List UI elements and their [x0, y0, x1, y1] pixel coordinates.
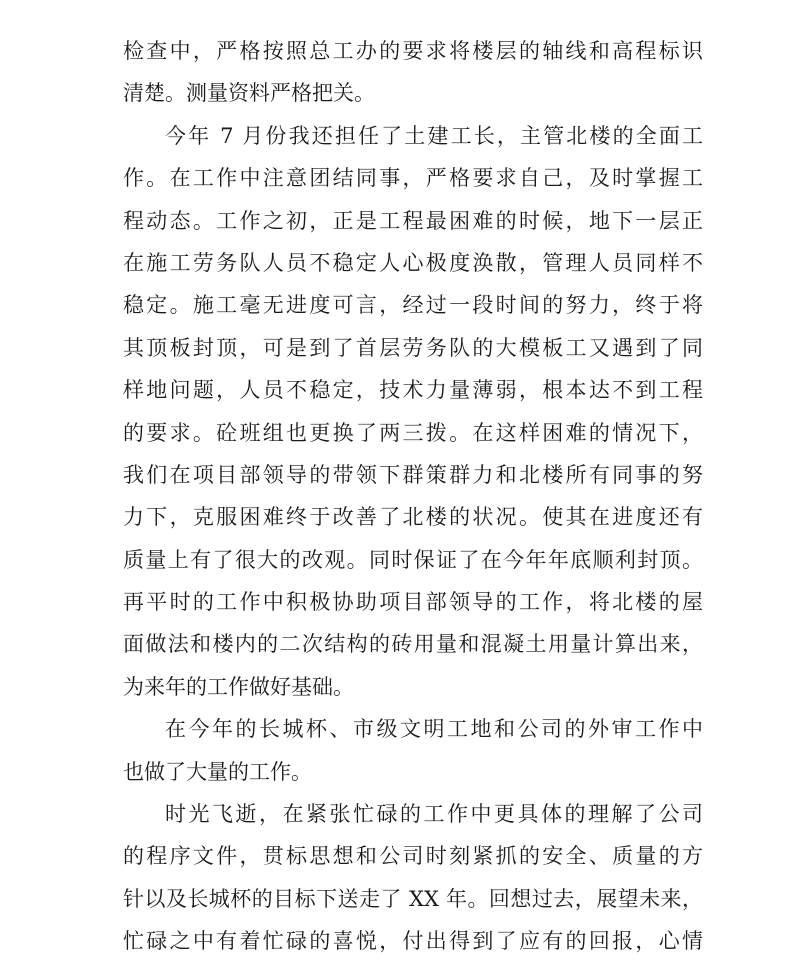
text-line: 检查中，严格按照总工办的要求将楼层的轴线和高程标识 [123, 39, 703, 63]
text-line: 在施工劳务队人员不稳定人心极度涣散，管理人员同样不 [123, 250, 703, 275]
text-line: 质量上有了很大的改观。同时保证了在今年年底顺利封顶。 [123, 547, 703, 572]
text-line: 力下，克服困难终于改善了北楼的状况。使其在进度还有 [123, 505, 703, 530]
text-line: 面做法和楼内的二次结构的砖用量和混凝土用量计算出来， [123, 632, 703, 657]
text-line: 再平时的工作中积极协助项目部领导的工作，将北楼的屋 [123, 590, 703, 615]
text-line: 稳定。施工毫无进度可言，经过一段时间的努力，终于将 [123, 293, 703, 318]
text-line: 作。在工作中注意团结同事，严格要求自己，及时掌握工 [123, 166, 703, 191]
text-line: 的要求。砼班组也更换了两三拨。在这样困难的情况下， [123, 420, 703, 445]
text-line: 我们在项目部领导的带领下群策群力和北楼所有同事的努 [123, 462, 703, 487]
text-line: 忙碌之中有着忙碌的喜悦，付出得到了应有的回报，心情 [123, 929, 703, 954]
text-line: 清楚。测量资料严格把关。 [123, 81, 375, 106]
text-line: 程动态。工作之初，正是工程最困难的时候，地下一层正 [123, 208, 703, 233]
text-line: 在今年的长城杯、市级文明工地和公司的外审工作中 [165, 717, 703, 742]
text-line: 今年 7 月份我还担任了土建工长，主管北楼的全面工 [165, 123, 703, 148]
text-line: 的程序文件，贯标思想和公司时刻紧抓的安全、质量的方 [123, 844, 703, 869]
text-line: 其顶板封顶，可是到了首层劳务队的大模板工又遇到了同 [123, 335, 703, 360]
text-line: 为来年的工作做好基础。 [123, 674, 354, 699]
text-line: 样地问题，人员不稳定，技术力量薄弱，根本达不到工程 [123, 378, 703, 403]
text-line: 也做了大量的工作。 [123, 759, 312, 784]
document-body [123, 30, 703, 963]
text-line: 时光飞逝，在紧张忙碌的工作中更具体的理解了公司 [165, 802, 703, 827]
text-line: 针以及长城杯的目标下送走了 XX 年。回想过去，展望未来， [123, 886, 703, 911]
